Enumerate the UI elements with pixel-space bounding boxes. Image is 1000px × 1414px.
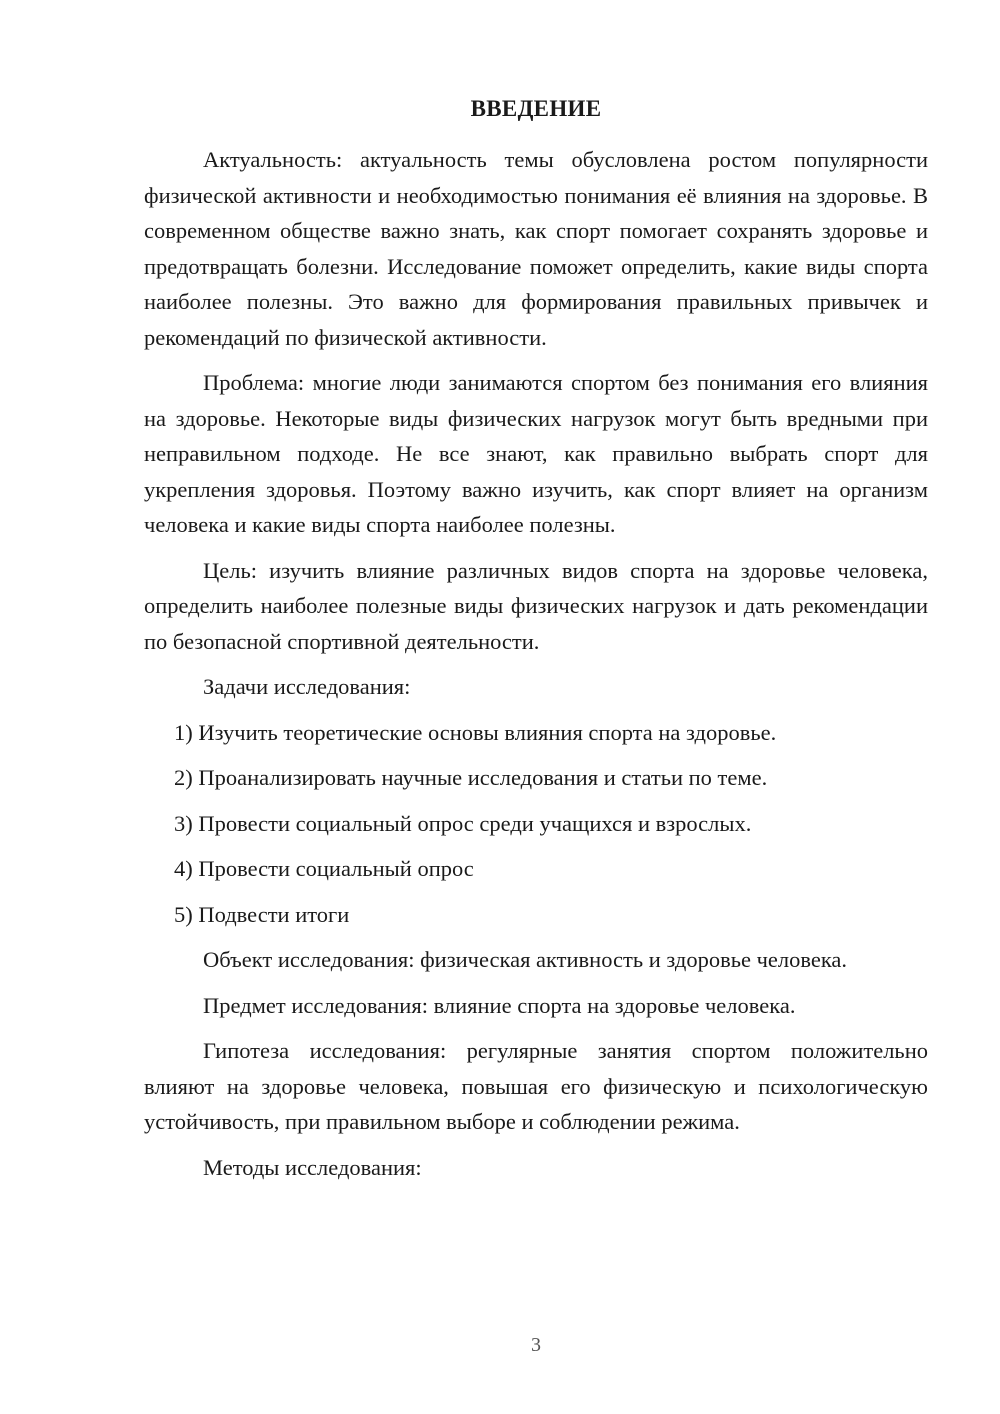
paragraph-goal: Цель: изучить влияние различных видов спорта на здоровье человека, определить наиболее полезные виды физических нагрузок и дать рекомендации по безопасной спортивной деятельности. (144, 557, 928, 654)
list-item: 1) Изучить теоретические основы влияния спорта на здоровье. (174, 719, 777, 745)
paragraph-relevance: Актуальность: актуальность темы обусловлена ростом популярности физической активности и необходимостью понимания её влияния на здоровье. В современном обществе важно знать, как спорт помогает сохранять здоровье и предотвращать болезни. Исследование поможет определить, какие виды спорта наиболее полезны. Это важно для формирования правильных привычек и рекомендаций по физической активности. (144, 147, 928, 350)
paragraph-subject: Предмет исследования: влияние спорта на здоровье человека. (203, 992, 796, 1018)
paragraph-hypothesis: Гипотеза исследования: регулярные занятия спортом положительно влияют на здоровье человека, повышая его физическую и психологическую устойчивость, при правильном выборе и соблюдении режима. (144, 1038, 928, 1134)
page-number: 3 (531, 1334, 541, 1356)
list-item: 2) Проанализировать научные исследования и статьи по теме. (174, 765, 768, 790)
list-item: 5) Подвести итоги (174, 901, 350, 927)
paragraph-object: Объект исследования: физическая активность и здоровье человека. (203, 947, 848, 972)
list-item: 3) Провести социальный опрос среди учащихся и взрослых. (174, 810, 752, 836)
paragraph-problem: Проблема: многие люди занимаются спортом без понимания его влияния на здоровье. Некоторые виды физических нагрузок могут быть вредными при неправильном подходе. Не все знают, как правильно выбрать спорт для укрепления здоровья. Поэтому важно изучить, как спорт влияет на организм человека и какие виды спорта наиболее полезны. (144, 370, 928, 537)
tasks-list (144, 715, 928, 933)
document-body (144, 142, 928, 1195)
methods-heading: Методы исследования: (203, 1154, 422, 1180)
list-item: 4) Провести социальный опрос (174, 856, 474, 881)
page-title: ВВЕДЕНИЕ (470, 96, 602, 121)
tasks-heading: Задачи исследования: (203, 674, 411, 699)
